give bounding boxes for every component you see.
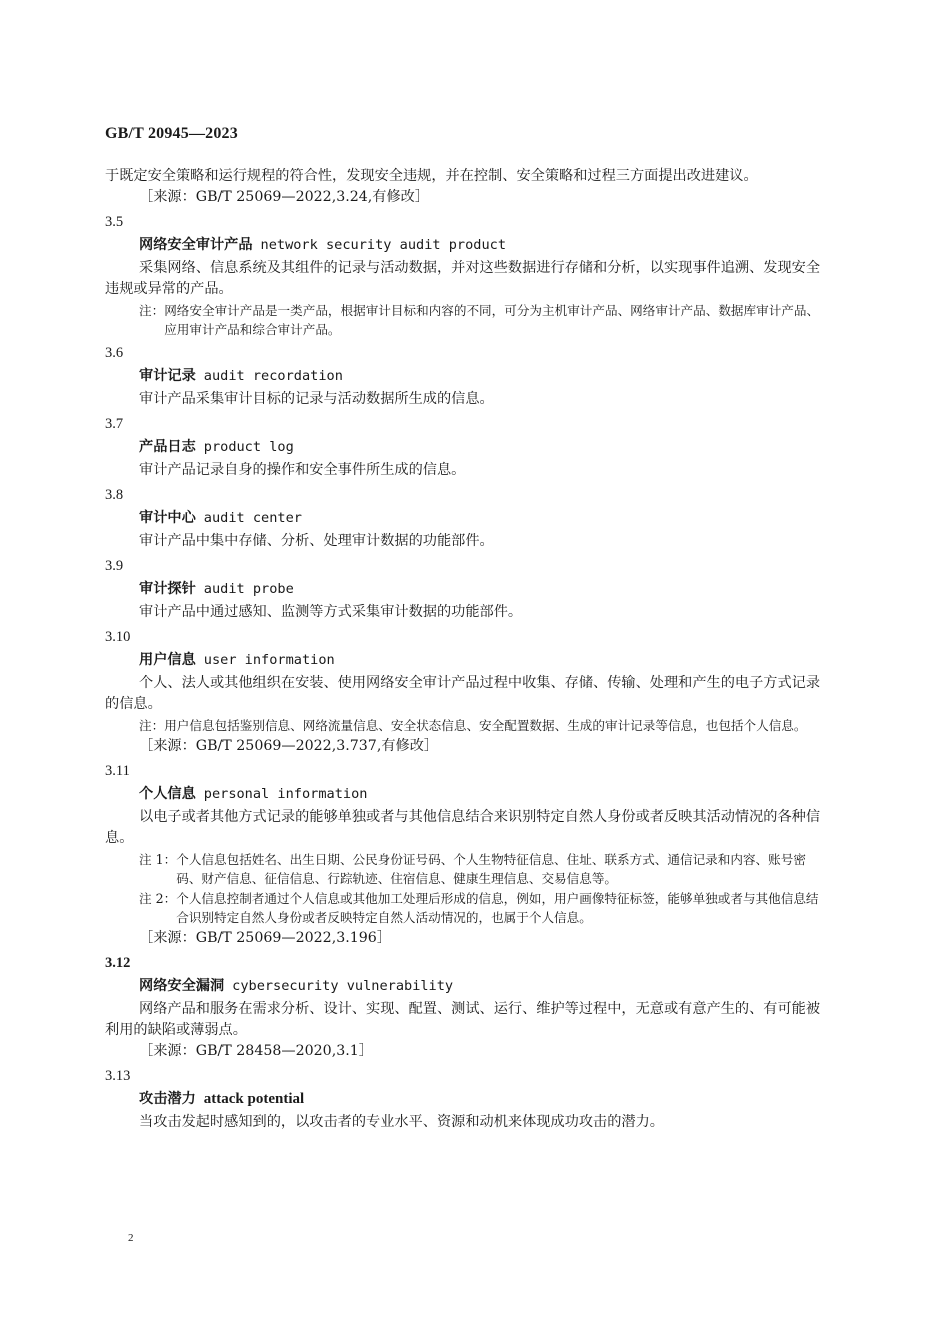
term-en: audit center — [203, 510, 302, 526]
note-3-5 — [105, 301, 825, 339]
definition-3-12: 网络产品和服务在需求分析、设计、实现、配置、测试、运行、维护等过程中，无意或有意产生的、有可能被利用的缺陷或薄弱点。 — [105, 1001, 821, 1038]
intro-text: 于既定安全策略和运行规程的符合性，发现安全违规，并在控制、安全策略和过程三方面提出改进建议。 — [105, 168, 758, 184]
term-cn: 个人信息 — [139, 786, 196, 802]
term-en: personal information — [203, 786, 368, 802]
source-3-11: ［来源：GB/T 25069—2022,3.196］ — [139, 930, 392, 946]
clause-number-3-12: 3.12 — [105, 955, 131, 971]
note-3-10 — [105, 716, 825, 735]
term-en: audit probe — [203, 581, 294, 597]
note-text: 个人信息包括姓名、出生日期、公民身份证号码、个人生物特征信息、住址、联系方式、通信记录和内容、账号密码、财产信息、征信信息、行踪轨迹、住宿信息、健康生理信息、交易信息等。 — [176, 852, 806, 886]
term-en: network security audit product — [260, 237, 507, 253]
note-1-3-11 — [105, 850, 825, 888]
definition-3-8: 审计产品中集中存储、分析、处理审计数据的功能部件。 — [139, 533, 494, 549]
intro-source: ［来源：GB/T 25069—2022,3.24,有修改］ — [139, 189, 430, 205]
term-en: audit recordation — [203, 368, 343, 384]
term-3-7 — [105, 437, 825, 458]
clause-number-3-9: 3.9 — [105, 558, 124, 574]
term-cn: 攻击潜力 — [139, 1091, 196, 1107]
clause-number-3-8: 3.8 — [105, 487, 124, 503]
standard-number-header: GB/T 20945—2023 — [105, 125, 238, 142]
note-label: 注： — [139, 718, 165, 733]
term-en: attack potential — [203, 1091, 305, 1107]
note-label: 注： — [139, 303, 165, 318]
definition-3-5: 采集网络、信息系统及其组件的记录与活动数据，并对这些数据进行存储和分析，以实现事件追溯、发现安全违规或异常的产品。 — [105, 260, 821, 297]
clause-number-3-6: 3.6 — [105, 345, 124, 361]
definition-3-7: 审计产品记录自身的操作和安全事件所生成的信息。 — [139, 462, 466, 478]
term-cn: 网络安全审计产品 — [139, 237, 253, 253]
term-en: cybersecurity vulnerability — [232, 978, 454, 994]
term-cn: 审计探针 — [139, 581, 196, 597]
term-cn: 网络安全漏洞 — [139, 978, 225, 994]
term-3-9 — [105, 579, 825, 600]
clause-number-3-7: 3.7 — [105, 416, 124, 432]
note-label: 注 2： — [139, 891, 177, 906]
term-3-12 — [105, 976, 825, 997]
term-3-11 — [105, 784, 825, 805]
term-3-8 — [105, 508, 825, 529]
clause-number-3-13: 3.13 — [105, 1068, 131, 1084]
note-text: 个人信息控制者通过个人信息或其他加工处理后形成的信息，例如，用户画像特征标签，能够单独或者与其他信息结合识别特定自然人身份或者反映特定自然人活动情况的，也属于个人信息。 — [176, 891, 819, 925]
term-cn: 审计记录 — [139, 368, 196, 384]
term-3-13 — [105, 1089, 825, 1110]
term-cn: 用户信息 — [139, 652, 196, 668]
definition-3-11: 以电子或者其他方式记录的能够单独或者与其他信息结合来识别特定自然人身份或者反映其活动情况的各种信息。 — [105, 809, 821, 846]
definition-3-13: 当攻击发起时感知到的，以攻击者的专业水平、资源和动机来体现成功攻击的潜力。 — [139, 1114, 664, 1130]
document-body — [105, 166, 825, 1133]
note-text: 网络安全审计产品是一类产品，根据审计目标和内容的不同，可分为主机审计产品、网络审计产品、数据库审计产品、应用审计产品和综合审计产品。 — [164, 303, 820, 337]
term-3-5 — [105, 235, 825, 256]
page-number: 2 — [128, 1232, 134, 1244]
definition-3-9: 审计产品中通过感知、监测等方式采集审计数据的功能部件。 — [139, 604, 523, 620]
note-label: 注 1： — [139, 852, 177, 867]
term-3-10 — [105, 650, 825, 671]
clause-number-3-11: 3.11 — [105, 763, 130, 779]
term-3-6 — [105, 366, 825, 387]
definition-3-6: 审计产品采集审计目标的记录与活动数据所生成的信息。 — [139, 391, 494, 407]
term-en: product log — [203, 439, 294, 455]
term-cn: 审计中心 — [139, 510, 196, 526]
source-3-12: ［来源：GB/T 28458—2020,3.1］ — [139, 1043, 373, 1059]
clause-number-3-5: 3.5 — [105, 214, 124, 230]
clause-number-3-10: 3.10 — [105, 629, 131, 645]
source-3-10: ［来源：GB/T 25069—2022,3.737,有修改］ — [139, 738, 439, 754]
definition-3-10: 个人、法人或其他组织在安装、使用网络安全审计产品过程中收集、存储、传输、处理和产生的电子方式记录的信息。 — [105, 675, 821, 712]
term-en: user information — [203, 652, 335, 668]
note-2-3-11 — [105, 889, 825, 927]
note-text: 用户信息包括鉴别信息、网络流量信息、安全状态信息、安全配置数据、生成的审计记录等信息，也包括个人信息。 — [164, 718, 807, 733]
term-cn: 产品日志 — [139, 439, 196, 455]
